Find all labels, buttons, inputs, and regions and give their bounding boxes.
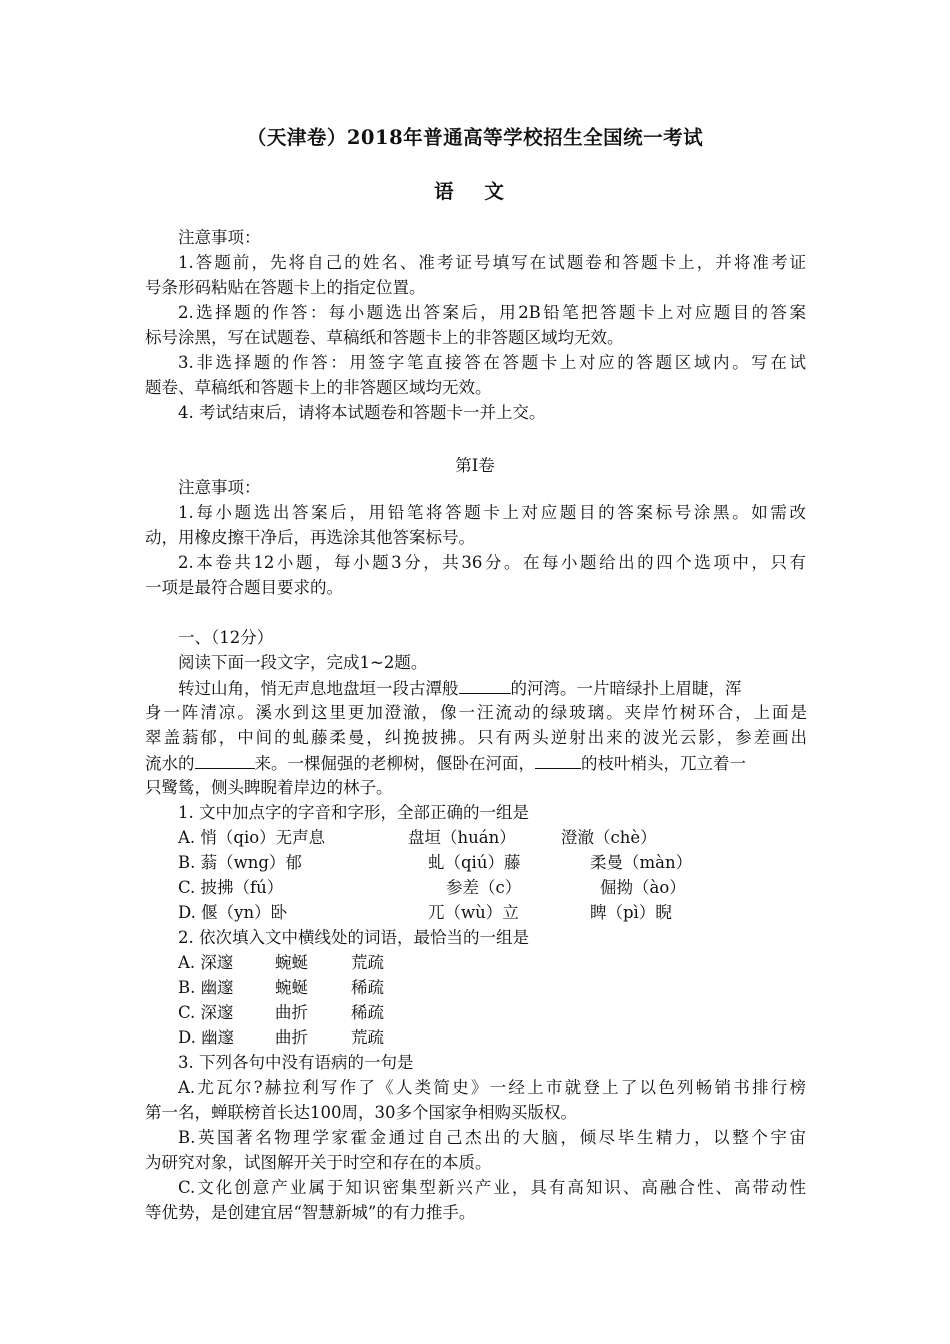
passage-line-2: 身一阵清凉。溪水到这里更加澄澈，像一汪流动的绿玻璃。夹岸竹树环合，上面是: [145, 703, 807, 722]
notice-item-3-line-2: 题卷、草稿纸和答题卡上的非答题区域均无效。: [145, 378, 492, 397]
question-3-option-c-line-2: 等优势，是创建宜居“智慧新城”的有力推手。: [145, 1203, 476, 1222]
option-b-item-3: 柔曼（màn）: [590, 853, 693, 872]
passage-line-1-text-b: 的河湾。一片暗绿扑上眉睫，浑: [510, 679, 742, 698]
question-3-option-c-line-1: C.文化创意产业属于知识密集型新兴产业，具有高知识、高融合性、高带动性: [178, 1178, 806, 1197]
question-2-option-c: [178, 1002, 478, 1024]
option-d-item-2: 兀（wù）立: [428, 903, 519, 922]
exam-title: （天津卷）2018年普通高等学校招生全国统一考试: [246, 126, 704, 149]
option-c-item-1: C. 披拂（fú）: [178, 878, 284, 897]
option-b-item-1: B. 蓊（wng）郁: [178, 853, 302, 872]
question-3-option-a-line-2: 第一名，蝉联榜首长达100周，30多个国家争相购买版权。: [145, 1103, 577, 1122]
volume-1-item-1-line-2: 动，用橡皮擦干净后，再选涂其他答案标号。: [145, 528, 475, 547]
option-c-word-1: C. 深邃: [178, 1003, 234, 1022]
option-b-word-1: B. 幽邃: [178, 978, 234, 997]
option-a-word-3: 荒疏: [351, 953, 384, 972]
question-3-stem: 3. 下列各句中没有语病的一句是: [178, 1053, 414, 1072]
part-1-instruction: 阅读下面一段文字，完成1~2题。: [178, 653, 428, 672]
notice-item-1-line-2: 号条形码粘贴在答题卡上的指定位置。: [145, 278, 426, 297]
passage-line-3: 翠盖蓊郁，中间的虬藤柔曼，纠挽披拂。只有两头逆射出来的波光云影，参差画出: [145, 728, 807, 747]
question-1-option-b: [178, 852, 778, 874]
passage-line-4: [145, 752, 746, 775]
notice-item-2-line-2: 标号涂黑，写在试题卷、草稿纸和答题卡上的非答题区域均无效。: [145, 328, 624, 347]
question-3-option-b-line-1: B.英国著名物理学家霍金通过自己杰出的大脑，倾尽毕生精力，以整个宇宙: [178, 1128, 806, 1147]
passage-line-1: [178, 677, 742, 700]
passage-line-5: 只鹭鸶，侧头睥睨着岸边的林子。: [145, 778, 393, 797]
notice-item-2-line-1: 2.选择题的作答：每小题选出答案后，用2B铅笔把答题卡上对应题目的答案: [178, 303, 806, 322]
question-3-option-a-line-1: A.尤瓦尔?赫拉利写作了《人类简史》一经上市就登上了以色列畅销书排行榜: [178, 1078, 806, 1097]
option-d-word-1: D. 幽邃: [178, 1028, 235, 1047]
option-a-item-2: 盘垣（huán）: [408, 828, 516, 847]
subject-title: 语 文: [434, 180, 516, 203]
volume-1-title: 第Ⅰ卷: [455, 456, 495, 475]
question-1-option-c: [178, 877, 778, 899]
passage-line-4-text-a: 流水的: [145, 754, 195, 773]
option-b-word-2: 蜿蜒: [275, 978, 308, 997]
fill-blank-1: [459, 677, 511, 694]
question-1-option-a: [178, 827, 778, 849]
fill-blank-3: [535, 752, 581, 769]
notice-item-1-line-1: 1.答题前，先将自己的姓名、准考证号填写在试题卷和答题卡上，并将准考证: [178, 253, 806, 272]
part-1-header: 一、（12分）: [178, 628, 274, 647]
option-a-word-2: 蜿蜒: [275, 953, 308, 972]
volume-1-notice-heading: 注意事项：: [178, 478, 261, 497]
fill-blank-2: [195, 752, 255, 769]
option-d-item-3: 睥（pì）睨: [590, 903, 672, 922]
notice-heading: 注意事项：: [178, 228, 261, 247]
option-c-word-3: 稀疏: [351, 1003, 384, 1022]
option-a-item-3: 澄澈（chè）: [561, 828, 657, 847]
question-1-stem: 1. 文中加点字的字音和字形，全部正确的一组是: [178, 803, 529, 822]
option-d-word-3: 荒疏: [351, 1028, 384, 1047]
option-c-item-3: 倔拗（ào）: [600, 878, 686, 897]
option-a-word-1: A. 深邃: [178, 953, 234, 972]
option-a-item-1: A. 悄（qio）无声息: [178, 828, 326, 847]
option-d-item-1: D. 偃（yn）卧: [178, 903, 288, 922]
option-d-word-2: 曲折: [275, 1028, 308, 1047]
question-2-option-b: [178, 977, 478, 999]
option-b-item-2: 虬（qiú）藤: [428, 853, 521, 872]
volume-1-item-2-line-2: 一项是最符合题目要求的。: [145, 578, 343, 597]
notice-item-3-line-1: 3.非选择题的作答：用签字笔直接答在答题卡上对应的答题区域内。写在试: [178, 353, 806, 372]
volume-1-item-1-line-1: 1.每小题选出答案后，用铅笔将答题卡上对应题目的答案标号涂黑。如需改: [178, 503, 806, 522]
question-2-option-a: [178, 952, 478, 974]
question-2-option-d: [178, 1027, 478, 1049]
passage-line-4-text-c: 的枝叶梢头，兀立着一: [581, 754, 746, 773]
passage-line-4-text-b: 来。一棵倔强的老柳树，偃卧在河面，: [254, 754, 535, 773]
notice-item-4: 4. 考试结束后，请将本试题卷和答题卡一并上交。: [178, 403, 546, 422]
option-b-word-3: 稀疏: [351, 978, 384, 997]
passage-line-1-text-a: 转过山角，悄无声息地盘垣一段古潭般: [178, 679, 459, 698]
question-3-option-b-line-2: 为研究对象，试图解开关于时空和存在的本质。: [145, 1153, 492, 1172]
question-2-stem: 2. 依次填入文中横线处的词语，最恰当的一组是: [178, 928, 529, 947]
question-1-option-d: [178, 902, 778, 924]
option-c-item-2: 参差（c）: [446, 878, 522, 897]
option-c-word-2: 曲折: [275, 1003, 308, 1022]
volume-1-item-2-line-1: 2.本卷共12小题，每小题3分，共36分。在每小题给出的四个选项中，只有: [178, 553, 806, 572]
